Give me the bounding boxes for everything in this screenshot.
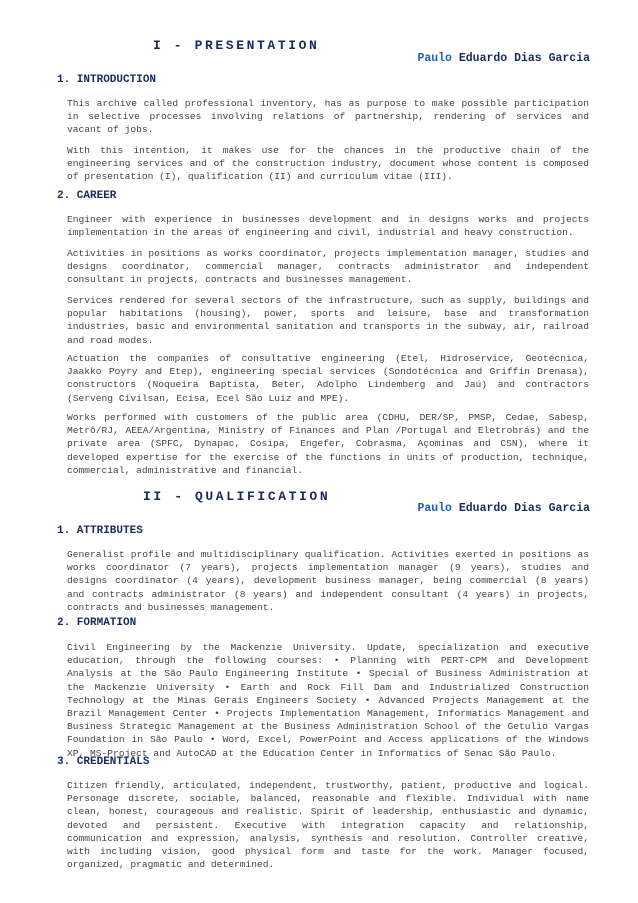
paragraph: Actuation the companies of consultative engineering (Etel, Hidroservice, Geotécnica, Jaakko Poyry and Etep), engineering special services (Sondotécnica and Griffin Drenasa), constructors (Noqueira Baptista, Beter, Adolpho Lindemberg and Jaú) and contractors (Serveng Civilsan, Ecisa, Ecel São Luiz and MPE). [67,353,589,404]
heading-attributes: 1. ATTRIBUTES [57,525,143,537]
author-first-name: Paulo [417,502,452,515]
heading-formation: 2. FORMATION [57,617,137,629]
paragraph: Engineer with experience in businesses development and in designs works and projects implementation in the areas of engineering and civil, industrial and heavy construction. [67,214,589,239]
author-first-name: Paulo [417,52,452,65]
heading-introduction: 1. INTRODUCTION [57,74,157,86]
paragraph: Civil Engineering by the Mackenzie University. Update, specialization and executive education, through the following courses: • Planning with PERT-CPM and Development Analysis at the São Paulo Engineering Institute • Special of Business Administration at the Mackenzie University • Earth and Rock Fill Dam and Industrialized Construction Technology at the Minas Gerais Engineers Society • Advanced Projects Management at the Brazil Management Center • Projects Implementation Management, Informatics Management and Business Strategic Management at the Business Administration School of the Getulio Vargas Foundation in São Paulo • Word, Excel, PowerPoint and Access applications of the Windows XP, MS-Project and AutoCAD at the Education Center in Informatics of Senac São Paulo. [67,642,589,759]
paragraph: Generalist profile and multidisciplinary qualification. Activities exerted in positions as works coordinator (7 years), projects implementation manager (9 years), studies and designs coordinator (4 years), development business manager, being commercial (8 years) and contracts administrator (8 years) and independent consultant (4 years) in projects, contracts and businesses management. [67,549,589,613]
heading-career: 2. CAREER [57,190,117,202]
author-last-name: Eduardo Dias Garcia [458,52,590,65]
section-title-qualification: II - QUALIFICATION [143,489,331,504]
paragraph: With this intention, it makes use for the chances in the productive chain of the engineering services and of the construction industry, document whose content is composed of presentation (I), qualification (II) and curriculum vitae (III). [67,145,589,183]
paragraph: Works performed with customers of the public area (CDHU, DER/SP, PMSP, Cedae, Sabesp, Metrô/RJ, AEEA/Argentina, Ministry of Finances and Plan /Portugal and Eletrobrás) and the private area (SPFC, Dynapac, Cosipa, Engefer, Cobrasma, Açominas and CSN), where it developed expertise for the exercise of the functions in units of production, technique, commercial, administrative and financial. [67,412,589,476]
heading-credentials: 3. CREDENTIALS [57,756,150,768]
author-name-presentation [417,52,590,65]
paragraph: Services rendered for several sectors of the infrastructure, such as supply, buildings and popular habitations (housing), power, sports and leisure, base and transformation industries, basic and environmental sanitation and transports in the subway, air, railroad and road modes. [67,295,589,346]
paragraph: Citizen friendly, articulated, independent, trustworthy, patient, productive and logical. Personage discrete, sociable, balanced, reasonable and flexible. Individual with name clean, honest, courageous and realistic. Spirit of leadership, enthusiastic and dynamic, devoted and persistent. Executive with integration capacity and relationship, communication and expression, analysis, synthesis and resolution. Controller creative, with including vision, good physical form and taste for the work. Manager focused, organized, pragmatic and determined. [67,780,589,871]
section-title-presentation: I - PRESENTATION [153,38,320,53]
author-last-name: Eduardo Dias Garcia [458,502,590,515]
paragraph: Activities in positions as works coordinator, projects implementation manager, studies and designs coordinator, commercial manager, contracts administrator and independent consultant in projects, contracts and businesses management. [67,248,589,286]
paragraph: This archive called professional inventory, has as purpose to make possible participation in selective processes involving relations of partnership, rendering of services and vacant of jobs. [67,98,589,136]
author-name-qualification [417,502,590,515]
